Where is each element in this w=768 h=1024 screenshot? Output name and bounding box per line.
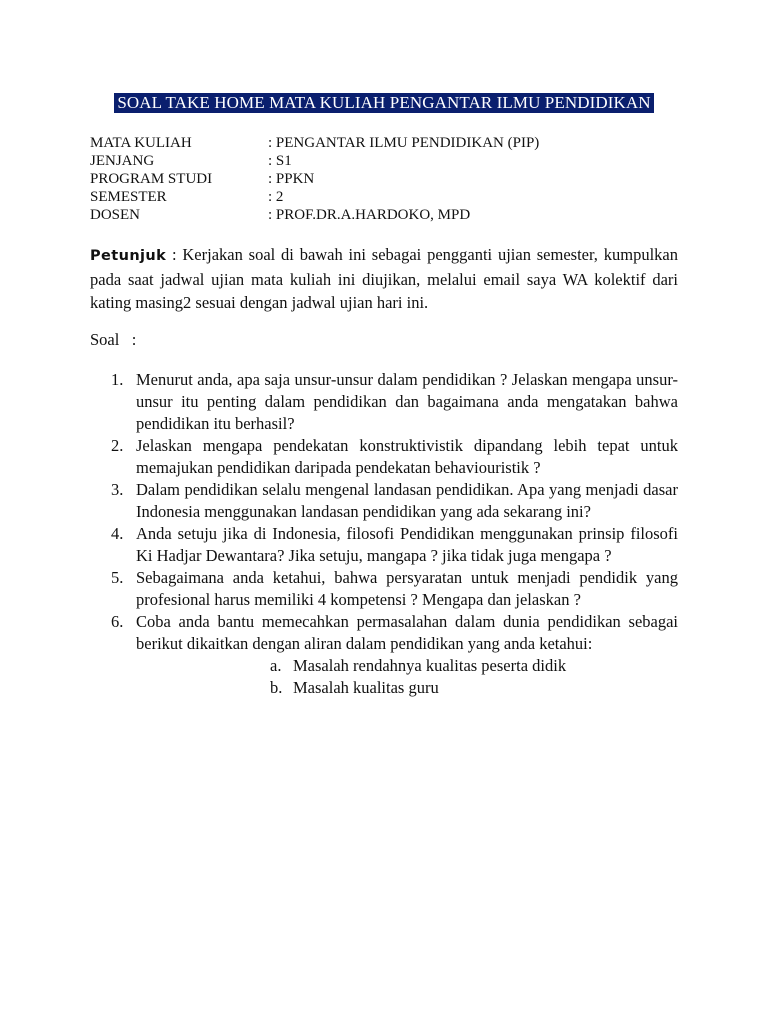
question-text: Sebagaimana anda ketahui, bahwa persyaratan untuk menjadi pendidik yang profesional harus memiliki 4 kompetensi ? Mengapa dan jelaskan ?	[136, 568, 678, 609]
info-value: : PROF.DR.A.HARDOKO, MPD	[268, 207, 471, 223]
sub-item-a	[90, 655, 678, 677]
question-text: Menurut anda, apa saja unsur-unsur dalam pendidikan ? Jelaskan mengapa unsur-unsur itu penting dalam pendidikan dan bagaimana anda mengatakan bahwa pendidikan itu berhasil?	[136, 370, 678, 433]
question-number: 6.	[111, 612, 124, 631]
question-item-3	[90, 479, 678, 523]
info-label: MATA KULIAH	[90, 135, 192, 151]
info-row-mata-kuliah	[90, 134, 539, 152]
info-row-dosen	[90, 206, 539, 224]
sub-item-text: Masalah kualitas guru	[293, 678, 439, 697]
questions-heading: Soal :	[90, 330, 137, 349]
question-item-5	[90, 567, 678, 611]
question-list	[90, 369, 678, 699]
question-item-2	[90, 435, 678, 479]
info-row-semester	[90, 188, 539, 206]
info-value: : PENGANTAR ILMU PENDIDIKAN (PIP)	[268, 135, 540, 151]
question-text: Dalam pendidikan selalu mengenal landasan pendidikan. Apa yang menjadi dasar Indonesia menggunakan landasan pendidikan yang ada sekarang ini?	[136, 480, 678, 521]
question-number: 5.	[111, 568, 124, 587]
sub-item-list	[90, 655, 678, 699]
sub-item-letter: b.	[270, 678, 283, 697]
sub-item-b	[90, 677, 678, 699]
info-value: : S1	[268, 153, 292, 169]
instructions-paragraph	[90, 243, 678, 314]
question-number: 2.	[111, 436, 124, 455]
info-value: : PPKN	[268, 171, 315, 187]
instructions-label: Petunjuk	[90, 248, 167, 264]
info-value: : 2	[268, 189, 284, 205]
question-number: 3.	[111, 480, 124, 499]
instructions-text: : Kerjakan soal di bawah ini sebagai pengganti ujian semester, kumpulkan pada saat jadwal ujian mata kuliah ini diujikan, melalui email saya WA kolektif dari kating masing2 sesuai dengan jadwal ujian hari ini.	[90, 245, 678, 312]
sub-item-letter: a.	[270, 656, 282, 675]
info-row-program-studi	[90, 170, 539, 188]
question-item-4	[90, 523, 678, 567]
info-label: JENJANG	[90, 153, 155, 169]
question-text: Coba anda bantu memecahkan permasalahan dalam dunia pendidikan sebagai berikut dikaitkan dengan aliran dalam pendidikan yang anda ketahui:	[136, 612, 678, 653]
question-item-6	[90, 611, 678, 655]
sub-item-container	[90, 655, 678, 699]
info-label: PROGRAM STUDI	[90, 171, 213, 187]
question-text: Anda setuju jika di Indonesia, filosofi Pendidikan menggunakan prinsip filosofi Ki Hadjar Dewantara? Jika setuju, mangapa ? jika tidak juga mengapa ?	[136, 524, 678, 565]
question-number: 1.	[111, 370, 124, 389]
sub-item-text: Masalah rendahnya kualitas peserta didik	[293, 656, 567, 675]
title-container	[0, 93, 768, 113]
document-title: SOAL TAKE HOME MATA KULIAH PENGANTAR ILMU PENDIDIKAN	[114, 93, 653, 113]
question-number: 4.	[111, 524, 124, 543]
question-item-1	[90, 369, 678, 435]
info-label: DOSEN	[90, 207, 141, 223]
course-info	[90, 134, 539, 224]
info-row-jenjang	[90, 152, 539, 170]
info-label: SEMESTER	[90, 189, 167, 205]
question-text: Jelaskan mengapa pendekatan konstruktivistik dipandang lebih tepat untuk memajukan pendidikan daripada pendekatan behaviouristik ?	[136, 436, 678, 477]
